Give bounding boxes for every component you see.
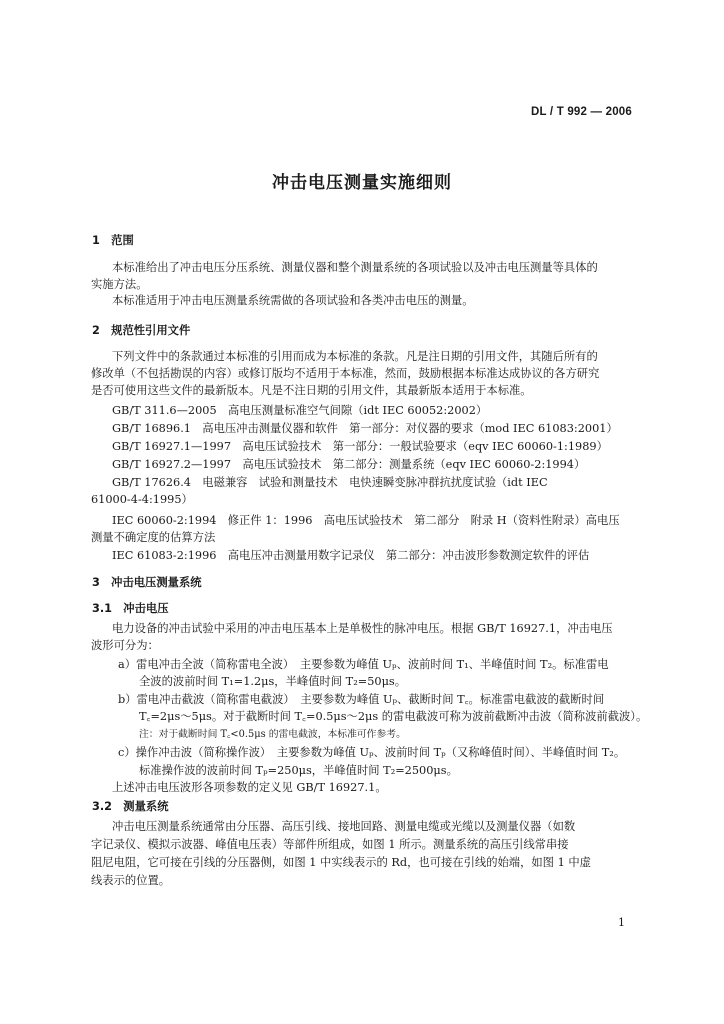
sec1-para1-line2: 实施方法。	[91, 278, 148, 291]
item-a-line1: a）雷电冲击全波（简称雷电全波） 主要参数为峰值 Uₚ、波前时间 T₁、半峰值时间 T₂。标准雷电	[118, 658, 609, 671]
document-id: DL / T 992 — 2006	[531, 106, 632, 118]
sec32-para-line2: 字记录仪、模拟示波器、峰值电压表）等部件所组成，如图 1 所示。测量系统的高压引线常串接	[91, 838, 569, 851]
item-b-line2: T꜀=2μs～5μs。对于截断时间 T꜀=0.5μs～2μs 的雷电截波可称为波前截断冲击波（简称波前截波）。	[139, 710, 648, 723]
reference-2: GB/T 16896.1 高电压冲击测量仪器和软件 第一部分：对仪器的要求（mod IEC 61083:2001）	[112, 422, 618, 435]
sec31-closing: 上述冲击电压波形各项参数的定义见 GB/T 16927.1。	[112, 781, 387, 794]
sec32-para-line3: 阻尼电阻，它可接在引线的分压器侧，如图 1 中实线表示的 Rd，也可接在引线的始端，如图 1 中虚	[91, 856, 591, 869]
sec1-para1-line1: 本标准给出了冲击电压分压系统、测量仪器和整个测量系统的各项试验以及冲击电压测量等具体的	[112, 261, 598, 274]
sec31-para-line1: 电力设备的冲击试验中采用的冲击电压基本上是单极性的脉冲电压。根据 GB/T 16927.1，冲击电压	[112, 622, 613, 635]
reference-5-line1: GB/T 17626.4 电磁兼容 试验和测量技术 电快速瞬变脉冲群抗扰度试验（idt IEC	[112, 476, 548, 489]
reference-1: GB/T 311.6—2005 高电压测量标准空气间隙（idt IEC 60052:2002）	[112, 404, 488, 417]
section-2-heading: 2 规范性引用文件	[92, 324, 191, 337]
sec2-intro-line3: 是否可使用这些文件的最新版本。凡是不注日期的引用文件，其最新版本适用于本标准。	[91, 384, 532, 397]
page-number: 1	[618, 916, 625, 929]
reference-6-line1: IEC 60060-2:1994 修正件 1：1996 高电压试验技术 第二部分 附录 H（资料性附录）高电压	[112, 514, 620, 527]
sec31-para-line2: 波形可分为：	[91, 639, 159, 652]
reference-7: IEC 61083-2:1996 高电压冲击测量用数字记录仪 第二部分：冲击波形参数测定软件的评估	[112, 549, 590, 562]
item-b-line1: b）雷电冲击截波（简称雷电截波） 主要参数为峰值 Uₚ、截断时间 T꜀。标准雷电截波的截断时间	[118, 693, 605, 706]
sec2-intro-line2: 修改单（不包括勘误的内容）或修订版均不适用于本标准，然而，鼓励根据本标准达成协议的各方研究	[91, 367, 600, 380]
section-3-2-heading: 3.2 测量系统	[92, 800, 169, 813]
reference-3: GB/T 16927.1—1997 高电压试验技术 第一部分：一般试验要求（eqv IEC 60060-1:1989）	[112, 440, 608, 453]
section-1-heading: 1 范围	[92, 234, 134, 247]
sec1-para2: 本标准适用于冲击电压测量系统需做的各项试验和各类冲击电压的测量。	[112, 294, 474, 307]
section-3-heading: 3 冲击电压测量系统	[92, 576, 202, 589]
section-3-1-heading: 3.1 冲击电压	[92, 602, 169, 615]
item-b-note: 注：对于截断时间 T꜀<0.5μs 的雷电截波，本标准可作参考。	[139, 729, 406, 740]
sec32-para-line4: 线表示的位置。	[91, 874, 171, 887]
page-title: 冲击电压测量实施细则	[272, 173, 452, 193]
item-c-line1: c）操作冲击波（简称操作波） 主要参数为峰值 Uₚ、波前时间 Tₚ（又称峰值时间）、半峰值时间 T₂。	[118, 746, 626, 759]
sec32-para-line1: 冲击电压测量系统通常由分压器、高压引线、接地回路、测量电缆或光缆以及测量仪器（如数	[112, 820, 576, 833]
item-c-line2: 标准操作波的波前时间 Tₚ=250μs，半峰值时间 T₂=2500μs。	[139, 764, 458, 777]
reference-6-line2: 测量不确定度的估算方法	[91, 531, 216, 544]
item-a-line2: 全波的波前时间 T₁=1.2μs，半峰值时间 T₂=50μs。	[139, 675, 407, 688]
sec2-intro-line1: 下列文件中的条款通过本标准的引用而成为本标准的条款。凡是注日期的引用文件，其随后所有的	[112, 350, 598, 363]
reference-5-line2: 61000-4-4:1995）	[91, 493, 193, 506]
reference-4: GB/T 16927.2—1997 高电压试验技术 第二部分：测量系统（eqv IEC 60060-2:1994）	[112, 458, 586, 471]
